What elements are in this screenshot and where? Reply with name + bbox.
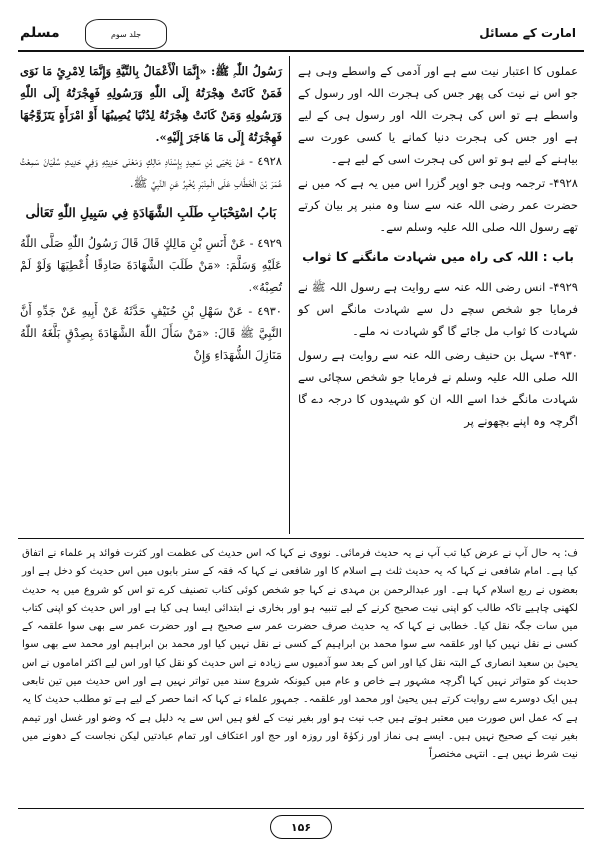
footer-rule bbox=[18, 808, 584, 809]
page-header bbox=[20, 18, 582, 48]
urdu-hadith-4929: ۴۹۲۹- انس رضی اللہ عنہ سے روایت ہے رسول اللہ ﷺ نے فرمایا جو شخص سچے دل سے شہادت مانگے اس کو شہادت کا ثواب مل جائے گا گو شہادت نہ ملے۔ bbox=[298, 280, 578, 338]
arabic-hadith-4928: ٤٩٢٨ - عَنْ يَحْيَى بْنِ سَعِيدٍ بِإِسْنَادِ مَالِكٍ وَمَعْنَى حَدِيثِهِ وَفِي حَدِيثِ سُفْيَانَ سَمِعْتُ عُمَرَ بْنَ الْخَطَّابِ عَلَى الْمِنْبَرِ يُخْبِرُ عَنِ النَّبِيِّ ﷺ. bbox=[20, 154, 282, 190]
arabic-hadith-4930: ٤٩٣٠ - عَنْ سَهْلِ بْنِ حُنَيْفٍ حَدَّثَهُ عَنْ أَبِيهِ عَنْ جَدِّهِ أَنَّ النَّبِيَّ ﷺ قَالَ: «مَنْ سَأَلَ اللّٰهَ الشَّهَادَةَ بِصِدْقٍ بَلَّغَهُ اللّٰهُ مَنَازِلَ الشُّهَدَاءِ وَإِنْ bbox=[20, 304, 282, 362]
urdu-chapter-heading: باب : اللہ کی راہ میں شہادت مانگنے کا ثواب bbox=[302, 249, 574, 264]
urdu-hadith-4928: ۴۹۲۸- ترجمہ وہی جو اوپر گزرا اس میں یہ ہے کہ میں نے حضرت عمر رضی اللہ عنہ سے سنا وہ منبر پر بیان کرتے تھے رسول اللہ صلی اللہ علیہ وسلم سے۔ bbox=[298, 176, 578, 234]
footnote: ف: یہ حال آپ نے عرض کیا تب آپ نے یہ حدیث فرمائی۔ نووی نے کہا کہ اس حدیث کی عظمت اور کثرت فوائد پر علماء نے اتفاق کیا ہے۔ امام شافعی نے کہا کہ یہ حدیث ثلث ہے اسلام کا اور شافعی نے کہا کہ فقہ کے ستر بابوں میں اس حدیث کو دخل ہے اور بعضوں نے ربع اسلام کہا ہے۔ اور عبدالرحمن بن مہدی نے کہا جو شخص کوئی کتاب تصنیف کرے تو اس کو شروع میں یہ حدیث لکھنی چاہیے تاکہ طالب کو اپنی نیت صحیح کرنے کے لیے تنبیہ ہو اور بخاری نے ابتدائی ایسا ہی کیا ہے اور اس حدیث کو اپنی کتاب میں سات جگہ نقل کیا۔ خطابی نے کہا کہ یہ حدیث صرف حضرت عمر سے صحیح ہے اور حضرت عمر سے بھی سوا علقمہ کے کسی نے نقل نہیں کیا اور علقمہ سے سوا محمد بن ابراہیم کے کسی نے نقل نہیں کیا اور محمد بن ابراہیم اور محمد سے بھی سوا یحییٰ بن سعید انصاری کے البتہ نقل کیا اور اس کے بعد سو آدمیوں سے زیادہ نے اس حدیث کو نقل کیا اور اس لیے اکثر اماموں نے اس حدیث کو متواتر نہیں کہا اگرچہ مشہور ہے خاص و عام میں کیونکہ شروع سند میں تواتر نہیں ہے اور اس حدیث میں تین تابعی ہیں ایک دوسرے سے روایت کرتے ہیں یحییٰ اور محمد اور علقمہ۔ جمہور علماء نے کہا کہ انما حصر کے لیے ہے تو مطلب حدیث کا یہ ہے کہ عمل اس صورت میں معتبر ہوتے ہیں جب نیت ہو اور بغیر نیت کے لغو ہیں اس سے یہ دلیل ہے کہ وضو اور غسل اور تیمم بغیر نیت کے صحیح نہیں ہیں۔ ایسے ہی نماز اور زکوٰۃ اور روزہ اور حج اور اعتکاف اور تمام عبادتیں لیکن نجاست کے دھونے میں نیت شرط نہیں ہے۔ انتہی مختصراً bbox=[22, 548, 578, 761]
urdu-column bbox=[298, 60, 578, 434]
arabic-hadith-4929: ٤٩٢٩ - عَنْ أَنَسِ بْنِ مَالِكٍ قَالَ قَالَ رَسُولُ اللّٰهِ صَلَّى اللّٰهُ عَلَيْهِ وَسَلَّمَ: «مَنْ طَلَبَ الشَّهَادَةَ صَادِقًا أُعْطِيَهَا وَلَوْ لَمْ تُصِبْهُ». bbox=[20, 236, 282, 294]
header-rule bbox=[18, 50, 584, 52]
section-title: امارت کے مسائل bbox=[479, 26, 576, 40]
volume-ornament: جلد سوم bbox=[85, 19, 167, 49]
book-title: مسلم bbox=[20, 25, 60, 41]
footnote-rule bbox=[18, 538, 584, 539]
urdu-hadith-4930: ۴۹۳۰- سہل بن حنیف رضی اللہ عنہ سے روایت ہے رسول اللہ صلی اللہ علیہ وسلم نے فرمایا جو شخص سچائی سے شہادت مانگے خدا اسے اللہ ان کو شہیدوں کا درجہ دے گا اگرچہ وہ اپنے بچھونے پر bbox=[298, 348, 578, 428]
column-divider bbox=[289, 56, 290, 534]
arabic-chapter-heading: بَابُ اسْتِحْبَابِ طَلَبِ الشَّهَادَةِ فِي سَبِيلِ اللّٰهِ تَعَالٰى bbox=[25, 205, 277, 220]
urdu-paragraph: عملوں کا اعتبار نیت سے ہے اور آدمی کے واسطے وہی ہے جو اس نے نیت کی پھر جس کی ہجرت اللہ اور رسول کے واسطے ہے تو اس کی ہجرت اللہ اور رسول ہی کے لیے ہے اور جس کی ہجرت دنیا کمانے یا کسی عورت سے بیاہنے کے لیے ہو تو اس کی ہجرت اسی کے لیے ہے۔ bbox=[298, 64, 578, 166]
page-number: ۱۵۶ bbox=[270, 815, 332, 839]
arabic-column bbox=[20, 60, 282, 368]
arabic-paragraph: رَسُولُ اللّٰہِ ﷺ: «إِنَّمَا الْأَعْمَالُ بِالنِّيَّةِ وَإِنَّمَا لِامْرِئٍ مَا نَوَى فَمَنْ كَانَتْ هِجْرَتُهُ إِلَى اللّٰهِ وَرَسُولِهِ فَهِجْرَتُهُ إِلَى اللّٰهِ وَرَسُولِهِ وَمَنْ كَانَتْ هِجْرَتُهُ لِدُنْيَا يُصِيبُهَا أَوْ امْرَأَةٍ يَتَزَوَّجُهَا فَهِجْرَتُهُ إِلَى مَا هَاجَرَ إِلَيْهِ». bbox=[20, 64, 282, 144]
